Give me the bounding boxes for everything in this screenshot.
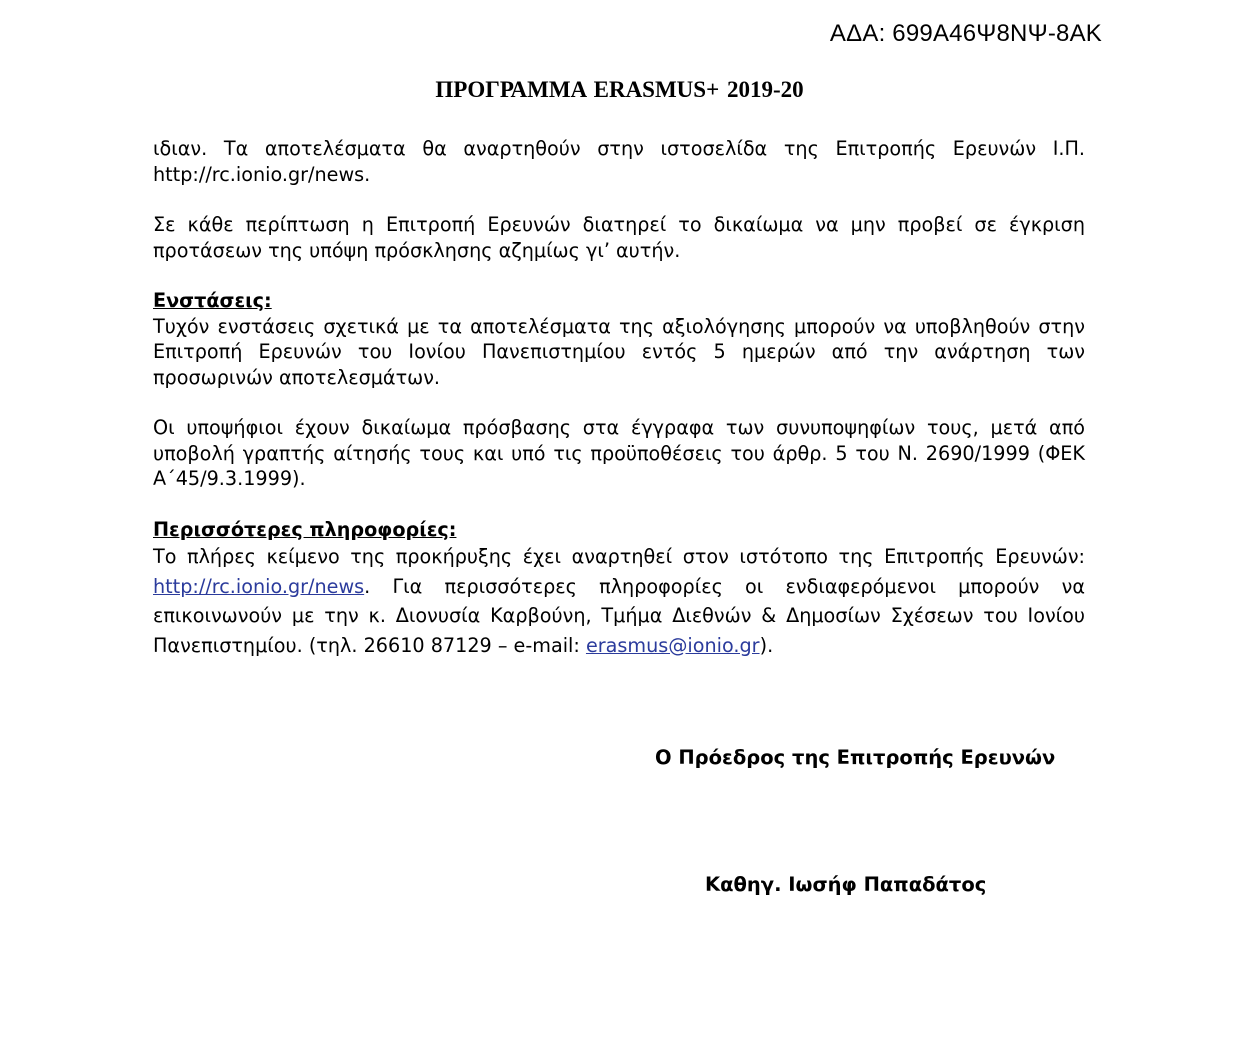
more-info-text-end: ). [759,633,774,657]
more-info-heading: Περισσότερες πληροφορίες: [153,517,457,541]
more-info-section [153,517,1085,661]
results-paragraph: ιδιαν. Τα αποτελέσματα θα αναρτηθούν στην ιστοσελίδα της Επιτροπής Ερευνών Ι.Π. http://rc.ionio.gr/news. [153,137,1085,186]
signature-name: Καθηγ. Ιωσήφ Παπαδάτος [705,873,987,896]
document-body [153,136,1085,660]
more-info-text-middle: . Για περισσότερες πληροφορίες οι ενδιαφερόμενοι μπορούν να επικοινωνούν με την κ. Διονυσία Καρβούνη, Τμήμα Διεθνών & Δημοσίων Σχέσεων του Ιονίου Πανεπιστημίου. (τηλ. 26610 87129 – e-mail: [153,574,1085,657]
more-info-text-start: Το πλήρες κείμενο της προκήρυξης έχει αναρτηθεί στον ιστότοπο της Επιτροπής Ερευνών: [153,545,1085,568]
more-info-paragraph [153,542,1085,660]
signature-role: Ο Πρόεδρος της Επιτροπής Ερευνών [655,746,1056,769]
page-title: ΠΡΟΓΡΑΜΜΑ ERASMUS+ 2019-20 [435,77,804,102]
news-link[interactable]: http://rc.ionio.gr/news [153,574,365,598]
objections-section [153,288,1085,390]
ada-code: ΑΔΑ: 699Α46Ψ8ΝΨ-8ΑΚ [829,20,1102,47]
access-paragraph: Οι υποψήφιοι έχουν δικαίωμα πρόσβασης στα έγγραφα των συνυποψηφίων τους, μετά από υποβολή γραπτής αίτησής τους και υπό τις προϋποθέσεις του άρθρ. 5 του Ν. 2690/1999 (ΦΕΚ Α΄45/9.3.1999). [153,416,1085,490]
objections-paragraph: Τυχόν ενστάσεις σχετικά με τα αποτελέσματα της αξιολόγησης μπορούν να υποβληθούν στην Επιτροπή Ερευνών του Ιονίου Πανεπιστημίου εντός 5 ημερών από την ανάρτηση των προσωρινών αποτελεσμάτων. [153,314,1085,389]
email-link[interactable]: erasmus@ionio.gr [585,633,760,657]
rights-paragraph: Σε κάθε περίπτωση η Επιτροπή Ερευνών διατηρεί το δικαίωμα να μην προβεί σε έγκριση προτάσεων της υπόψη πρόσκλησης αζημίως γι’ αυτήν. [153,213,1085,262]
objections-heading: Ενστάσεις: [153,289,272,312]
